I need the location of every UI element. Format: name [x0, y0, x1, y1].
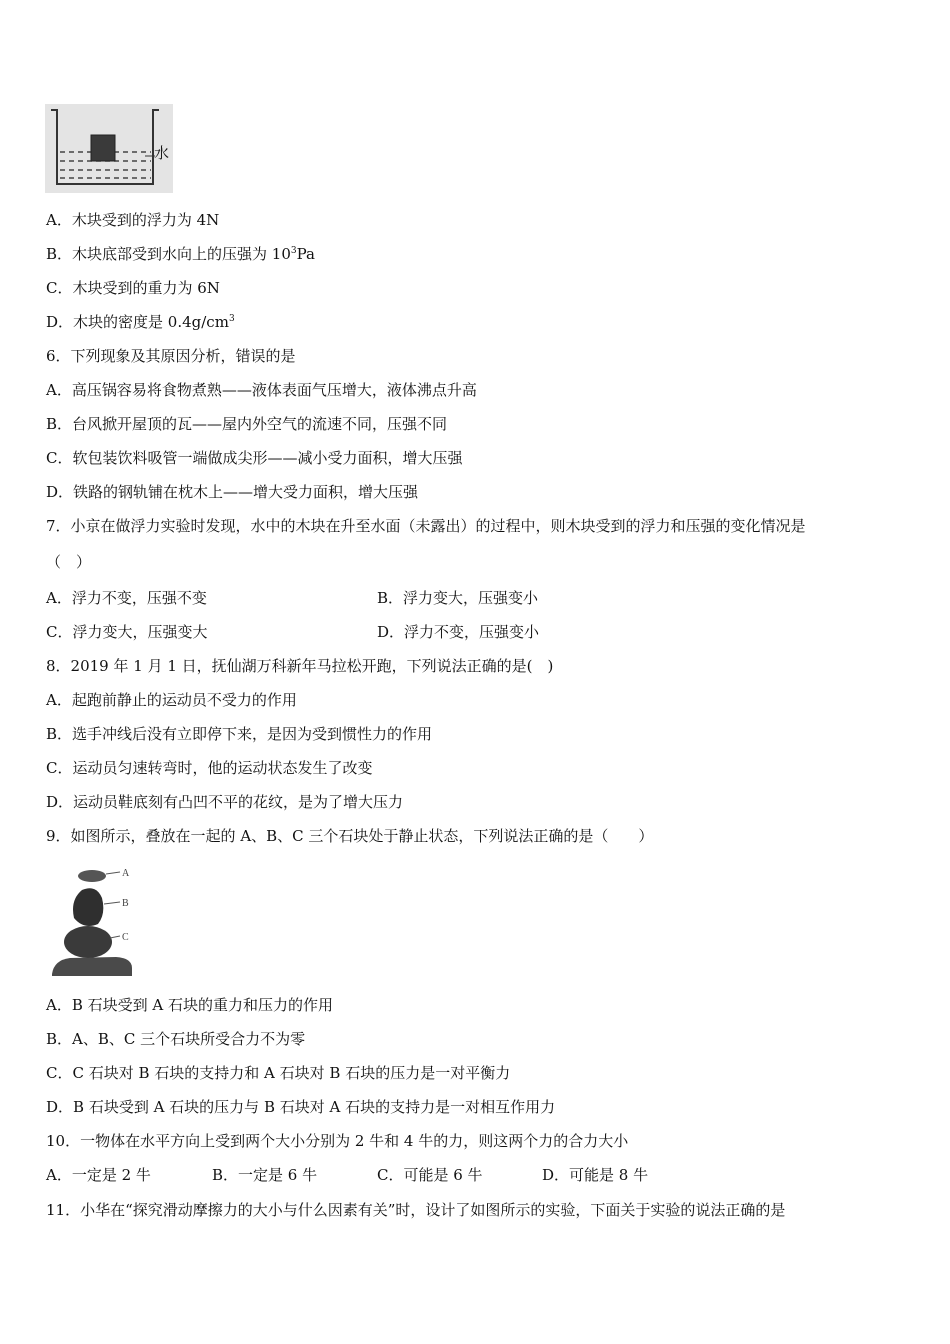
q8-option-c: C．运动员匀速转弯时，他的运动状态发生了改变	[46, 759, 373, 777]
q8-option-a: A．起跑前静止的运动员不受力的作用	[46, 691, 297, 709]
q7-option-b: B．浮力变大，压强变小	[377, 589, 539, 607]
q10-option-d: D．可能是 8 牛	[542, 1166, 649, 1184]
q9-stem: 9．如图所示，叠放在一起的 A、B、C 三个石块处于静止状态，下列说法正确的是（ ）	[46, 827, 654, 845]
q7-option-c: C．浮力变大，压强变大	[46, 623, 208, 641]
stacked-stones-figure	[48, 862, 140, 980]
q6-option-a: A．高压锅容易将食物煮熟——液体表面气压增大，液体沸点升高	[46, 381, 477, 399]
q6-option-c: C．软包装饮料吸管一端做成尖形——减小受力面积，增大压强	[46, 449, 463, 467]
q10-option-a: A．一定是 2 牛	[46, 1166, 151, 1184]
stone-label-a: A	[122, 868, 130, 879]
q8-option-b: B．选手冲线后没有立即停下来，是因为受到惯性力的作用	[46, 725, 433, 743]
q10-option-c: C．可能是 6 牛	[377, 1166, 483, 1184]
q8-stem: 8．2019 年 1 月 1 日，抚仙湖万科新年马拉松开跑，下列说法正确的是( )	[46, 657, 554, 675]
q8-option-d: D．运动员鞋底刻有凸凹不平的花纹，是为了增大压力	[46, 793, 404, 811]
q11-stem: 11．小华在“探究滑动摩擦力的大小与什么因素有关”时，设计了如图所示的实验，下面关于实验的说法正确的是	[46, 1201, 786, 1219]
water-label: 水	[154, 144, 170, 162]
q9-option-b: B．A、B、C 三个石块所受合力不为零	[46, 1030, 306, 1048]
stone-label-b: B	[122, 898, 129, 909]
q5-option-c: C．木块受到的重力为 6N	[46, 279, 220, 297]
q5-option-b: B．木块底部受到水向上的压强为 $10^3Pa$	[46, 245, 315, 263]
q6-option-d: D．铁路的钢轨铺在枕木上——增大受力面积，增大压强	[46, 483, 419, 501]
q7-stem: 7．小京在做浮力实验时发现，水中的木块在升至水面（未露出）的过程中，则木块受到的浮力和压强的变化情况是	[46, 517, 806, 535]
q7-option-a: A．浮力不变，压强不变	[46, 589, 207, 607]
q10-option-b: B．一定是 6 牛	[212, 1166, 318, 1184]
q9-option-d: D．B 石块受到 A 石块的压力与 B 石块对 A 石块的支持力是一对相互作用力	[46, 1098, 556, 1116]
q9-option-c: C．C 石块对 B 石块的支持力和 A 石块对 B 石块的压力是一对平衡力	[46, 1064, 511, 1082]
q6-option-b: B．台风掀开屋顶的瓦——屋内外空气的流速不同，压强不同	[46, 415, 448, 433]
q7-answer-paren: （ ）	[46, 553, 92, 571]
q5-option-d: D．木块的密度是 $0.4g/cm^3$	[46, 313, 235, 331]
q9-option-a: A．B 石块受到 A 石块的重力和压力的作用	[46, 996, 333, 1014]
q6-stem: 6．下列现象及其原因分析，错误的是	[46, 347, 296, 365]
q10-stem: 10．一物体在水平方向上受到两个大小分别为 2 牛和 4 牛的力，则这两个力的合力大小	[46, 1132, 629, 1150]
stone-label-c: C	[122, 932, 129, 943]
wood-block	[91, 135, 115, 161]
q5-option-a: A．木块受到的浮力为 4N	[46, 211, 220, 229]
q7-option-d: D．浮力不变，压强变小	[377, 623, 540, 641]
